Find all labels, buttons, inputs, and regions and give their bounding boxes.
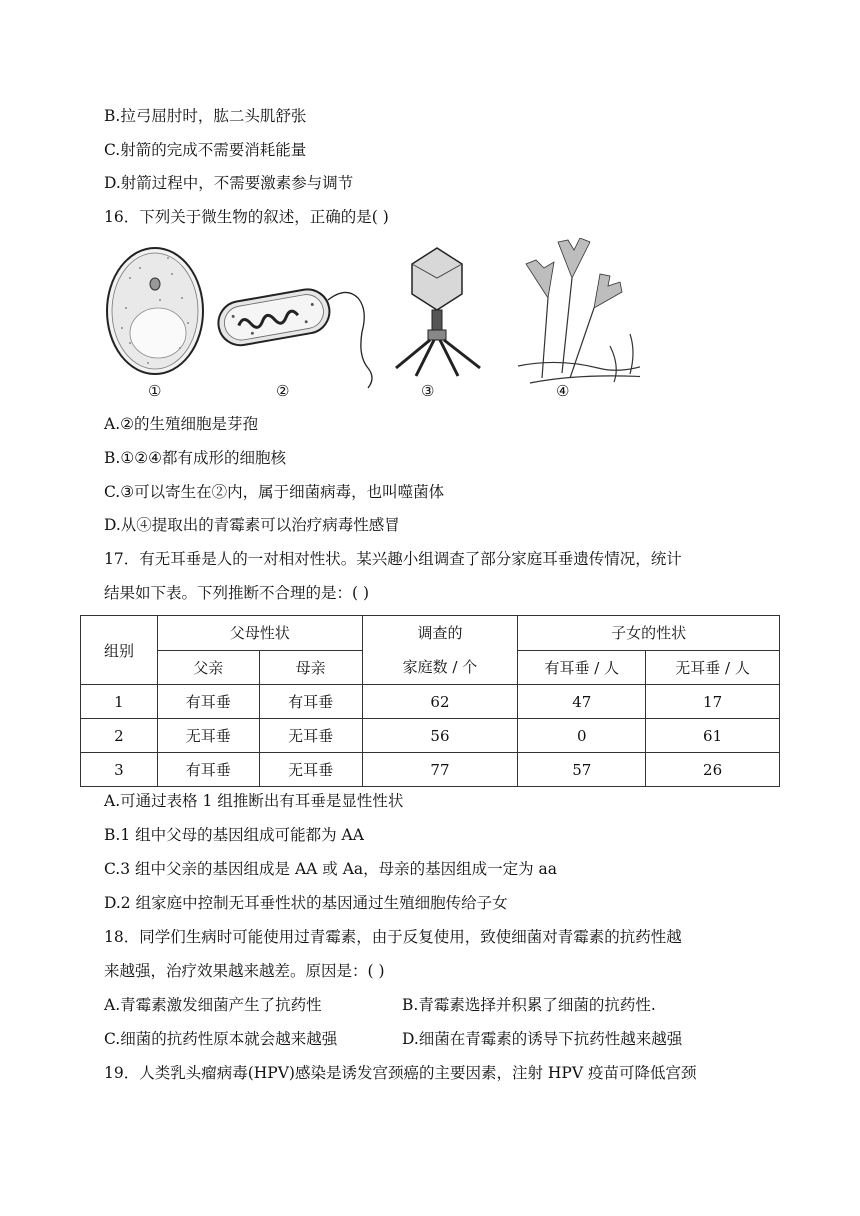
q18-option-c: C.细菌的抗药性原本就会越来越强 bbox=[104, 1030, 338, 1048]
figure-caption-1: ① bbox=[148, 382, 162, 400]
q16-stem: 16．下列关于微生物的叙述，正确的是( ) bbox=[104, 208, 389, 226]
cell-with: 0 bbox=[518, 719, 646, 753]
cell-mother: 无耳垂 bbox=[259, 719, 362, 753]
bacteriophage-illustration bbox=[396, 248, 480, 376]
bacterium-illustration bbox=[215, 286, 372, 388]
cell-group: 3 bbox=[81, 753, 158, 787]
q17-option-b: B.1 组中父母的基因组成可能都为 AA bbox=[104, 826, 364, 844]
cell-families: 77 bbox=[362, 753, 518, 787]
microorganism-illustrations bbox=[100, 238, 640, 406]
cell-families: 56 bbox=[362, 719, 518, 753]
q17-stem-line2: 结果如下表。下列推断不合理的是：( ) bbox=[104, 584, 370, 602]
figure-caption-2: ② bbox=[276, 382, 290, 400]
header-surveyed-line1: 调查的 bbox=[417, 624, 463, 642]
cell-without: 17 bbox=[646, 685, 780, 719]
header-surveyed-line2: 家庭数 / 个 bbox=[402, 658, 478, 676]
header-father: 父亲 bbox=[157, 650, 259, 685]
cell-with: 47 bbox=[518, 685, 646, 719]
q16-option-c: C.③可以寄生在②内，属于细菌病毒，也叫噬菌体 bbox=[104, 483, 445, 501]
table-row bbox=[81, 753, 780, 787]
q17-option-a: A.可通过表格 1 组推断出有耳垂是显性性状 bbox=[104, 792, 404, 810]
q18-option-a: A.青霉素激发细菌产生了抗药性 bbox=[104, 996, 322, 1014]
q15-option-d: D.射箭过程中，不需要激素参与调节 bbox=[104, 174, 354, 192]
cell-father: 无耳垂 bbox=[157, 719, 259, 753]
q18-option-d: D.细菌在青霉素的诱导下抗药性越来越强 bbox=[402, 1030, 683, 1048]
q15-option-c: C.射箭的完成不需要消耗能量 bbox=[104, 141, 307, 159]
q19-stem-line1: 19．人类乳头瘤病毒(HPV)感染是诱发宫颈癌的主要因素，注射 HPV 疫苗可降低宫颈 bbox=[104, 1064, 697, 1082]
q18-stem-line2: 来越强，治疗效果越来越差。原因是：( ) bbox=[104, 962, 385, 980]
header-children: 子女的性状 bbox=[518, 616, 780, 651]
header-without-earlobe: 无耳垂 / 人 bbox=[646, 650, 780, 685]
cell-families: 62 bbox=[362, 685, 518, 719]
table-row bbox=[81, 719, 780, 753]
q15-option-b: B.拉弓屈肘时，肱二头肌舒张 bbox=[104, 107, 307, 125]
cell-group: 1 bbox=[81, 685, 158, 719]
q16-option-a: A.②的生殖细胞是芽孢 bbox=[104, 415, 259, 433]
q16-option-d: D.从④提取出的青霉素可以治疗病毒性感冒 bbox=[104, 516, 400, 534]
q16-option-b: B.①②④都有成形的细胞核 bbox=[104, 449, 287, 467]
cell-father: 有耳垂 bbox=[157, 685, 259, 719]
cell-without: 61 bbox=[646, 719, 780, 753]
earlobe-inheritance-table bbox=[80, 615, 780, 787]
penicillium-illustration bbox=[518, 238, 640, 383]
q18-option-b: B.青霉素选择并积累了细菌的抗药性. bbox=[402, 996, 656, 1014]
q17-stem-line1: 17．有无耳垂是人的一对相对性状。某兴趣小组调查了部分家庭耳垂遗传情况，统计 bbox=[104, 550, 682, 568]
cell-father: 有耳垂 bbox=[157, 753, 259, 787]
q18-stem-line1: 18．同学们生病时可能使用过青霉素，由于反复使用，致使细菌对青霉素的抗药性越 bbox=[104, 928, 682, 946]
cell-without: 26 bbox=[646, 753, 780, 787]
q17-option-c: C.3 组中父亲的基因组成是 AA 或 Aa，母亲的基因组成一定为 aa bbox=[104, 860, 558, 878]
header-mother: 母亲 bbox=[259, 650, 362, 685]
cell-mother: 有耳垂 bbox=[259, 685, 362, 719]
header-with-earlobe: 有耳垂 / 人 bbox=[518, 650, 646, 685]
cell-with: 57 bbox=[518, 753, 646, 787]
header-surveyed bbox=[362, 616, 518, 685]
cell-group: 2 bbox=[81, 719, 158, 753]
figure-caption-3: ③ bbox=[421, 382, 435, 400]
table-row bbox=[81, 685, 780, 719]
yeast-cell-illustration bbox=[107, 248, 203, 374]
header-group: 组别 bbox=[81, 616, 158, 685]
cell-mother: 无耳垂 bbox=[259, 753, 362, 787]
figure-caption-4: ④ bbox=[556, 382, 570, 400]
header-parents: 父母性状 bbox=[157, 616, 362, 651]
q17-option-d: D.2 组家庭中控制无耳垂性状的基因通过生殖细胞传给子女 bbox=[104, 894, 508, 912]
